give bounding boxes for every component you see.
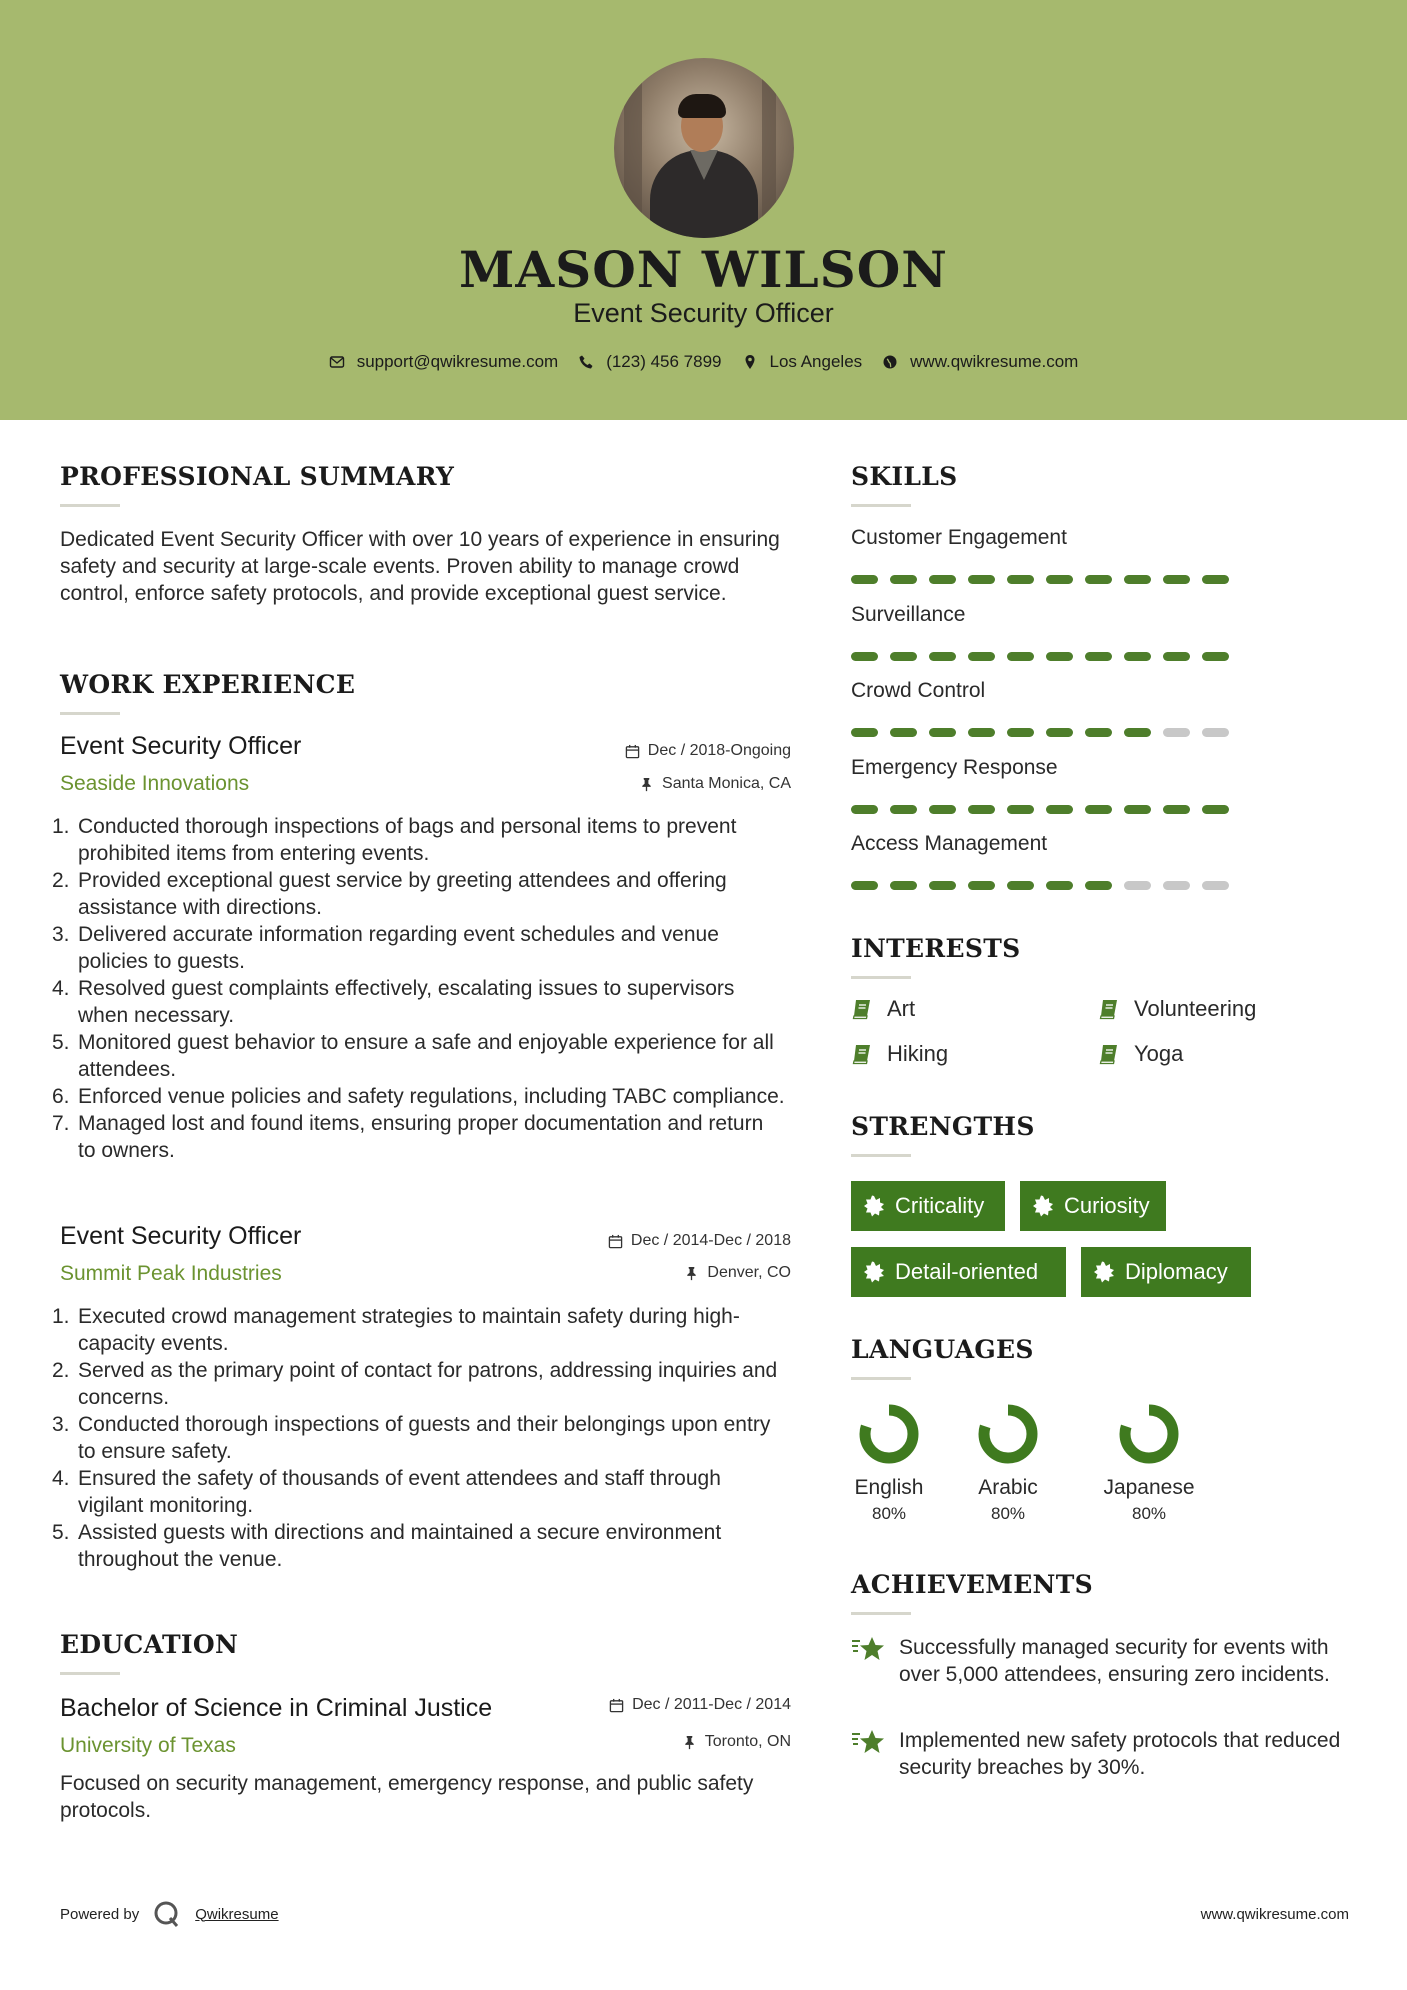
- book-icon: [851, 998, 873, 1020]
- language-percent: 80%: [1131, 1504, 1167, 1523]
- skill-dash-filled: [1046, 805, 1073, 814]
- avatar: [614, 58, 794, 238]
- interest-item: Volunteering: [1098, 996, 1256, 1022]
- education-description: Focused on security management, emergency response, and public safety protocols.: [60, 1772, 754, 1822]
- skill-dash-filled: [1085, 881, 1112, 890]
- strength-badge: Diplomacy: [1081, 1247, 1251, 1297]
- job-duties-list: [52, 1303, 785, 1573]
- job-duties-list: [52, 813, 785, 1164]
- school-name: University of Texas: [60, 1734, 236, 1757]
- skill-dash-filled: [968, 881, 995, 890]
- contact-bar: [0, 352, 1407, 372]
- skill-dash-filled: [1202, 652, 1229, 661]
- starburst-icon: [863, 1195, 885, 1217]
- skill-dash-filled: [929, 728, 956, 737]
- language-percent: 80%: [990, 1504, 1026, 1523]
- language-name: English: [854, 1476, 924, 1499]
- skill-dash-filled: [1202, 575, 1229, 584]
- contact-location: [742, 352, 863, 372]
- skill-dash-filled: [851, 728, 878, 737]
- job-title: Event Security Officer: [60, 732, 302, 760]
- candidate-name: MASON WILSON: [459, 240, 948, 299]
- skill-dash-filled: [1085, 728, 1112, 737]
- contact-phone[interactable]: [578, 352, 721, 372]
- skill-dash-filled: [929, 881, 956, 890]
- skill-dash-filled: [968, 652, 995, 661]
- skill-dash-filled: [1124, 728, 1151, 737]
- interests-underline: [851, 976, 911, 979]
- skills-heading: SKILLS: [851, 462, 958, 491]
- skill-dash-filled: [1085, 805, 1112, 814]
- language-ring-arc: [984, 1410, 1032, 1458]
- job-location: [500, 1264, 791, 1282]
- job-location-text: Santa Monica, CA: [662, 775, 791, 792]
- list-item: 6. Enforced venue policies and safety regulations, including TABC compliance.: [52, 1085, 785, 1108]
- skill-dash-filled: [890, 805, 917, 814]
- phone-text: (123) 456 7899: [606, 352, 722, 371]
- skill-dash-empty: [1163, 881, 1190, 890]
- contact-email[interactable]: [329, 352, 559, 372]
- skill-dash-filled: [1007, 728, 1034, 737]
- interest-item: Hiking: [851, 1041, 948, 1067]
- candidate-title: Event Security Officer: [573, 298, 834, 328]
- summary-text: Dedicated Event Security Officer with over 10 years of experience in ensuring safety and security at large-scale events. Proven ability to manage crowd control, enforce safety protocols, and provide exceptional guest service.: [60, 528, 780, 605]
- footer-website[interactable]: www.qwikresume.com: [1200, 1906, 1349, 1923]
- skill-dash-filled: [1085, 652, 1112, 661]
- skill-dash-empty: [1163, 728, 1190, 737]
- skill-dash-filled: [1007, 575, 1034, 584]
- job-location: [500, 775, 791, 793]
- list-item: 4. Resolved guest complaints effectively, escalating issues to supervisors when necessary.: [52, 977, 735, 1027]
- education-underline: [60, 1672, 120, 1675]
- star-icon: [851, 1634, 885, 1664]
- strength-badge: Curiosity: [1020, 1181, 1166, 1231]
- powered-by-text: Powered by: [60, 1905, 140, 1923]
- skill-dash-filled: [851, 881, 878, 890]
- job-dates-text: Dec / 2014-Dec / 2018: [630, 1232, 791, 1249]
- interest-item: Art: [851, 996, 915, 1022]
- skill-label: Crowd Control: [851, 679, 986, 702]
- interests-heading: INTERESTS: [851, 934, 1021, 963]
- summary-underline: [60, 504, 120, 507]
- language-name: Arabic: [978, 1476, 1038, 1499]
- skill-rating: [851, 652, 1229, 661]
- footer-powered-by: [60, 1900, 279, 1928]
- calendar-icon: [625, 744, 640, 759]
- skill-dash-filled: [890, 652, 917, 661]
- language-ring-arc: [1125, 1410, 1173, 1458]
- starburst-icon: [1093, 1261, 1115, 1283]
- skill-rating: [851, 575, 1229, 584]
- skill-dash-filled: [1007, 805, 1034, 814]
- language-ring-arc: [865, 1410, 913, 1458]
- skill-dash-filled: [929, 652, 956, 661]
- skills-underline: [851, 504, 911, 507]
- skill-label: Customer Engagement: [851, 526, 1067, 549]
- list-item: 1. Conducted thorough inspections of bags and personal items to prevent prohibited items from entering events.: [52, 815, 737, 865]
- language-ring: [978, 1404, 1038, 1464]
- list-item: 3. Conducted thorough inspections of guests and their belongings upon entry to ensure safety.: [52, 1413, 771, 1463]
- job-title: Event Security Officer: [60, 1222, 302, 1250]
- skill-dash-filled: [1046, 575, 1073, 584]
- skill-label: Surveillance: [851, 602, 966, 626]
- list-item: 4. Ensured the safety of thousands of event attendees and staff through vigilant monitoring.: [52, 1467, 721, 1517]
- skill-dash-filled: [890, 881, 917, 890]
- book-icon: [851, 1043, 873, 1065]
- pushpin-icon: [684, 1266, 699, 1281]
- skill-rating: [851, 805, 1229, 814]
- list-item: 3. Delivered accurate information regarding event schedules and venue policies to guests.: [52, 923, 719, 973]
- experience-underline: [60, 712, 120, 715]
- skill-dash-filled: [968, 728, 995, 737]
- skill-dash-filled: [851, 652, 878, 661]
- list-item: 5. Assisted guests with directions and maintained a secure environment throughout the venue.: [52, 1521, 722, 1571]
- calendar-icon: [609, 1698, 624, 1713]
- skill-dash-empty: [1124, 881, 1151, 890]
- book-icon: [1098, 998, 1120, 1020]
- skill-label: Emergency Response: [851, 755, 1058, 779]
- languages-heading: LANGUAGES: [851, 1335, 1034, 1364]
- map-pin-icon: [742, 354, 758, 370]
- job-dates: [500, 742, 791, 760]
- list-item: 2. Served as the primary point of contact for patrons, addressing inquiries and concerns.: [52, 1359, 778, 1409]
- education-location-text: Toronto, ON: [704, 1733, 791, 1750]
- skill-dash-filled: [1202, 805, 1229, 814]
- job-dates-text: Dec / 2018-Ongoing: [647, 742, 791, 759]
- list-item: 7. Managed lost and found items, ensuring proper documentation and return to owners.: [52, 1112, 764, 1162]
- degree-title: Bachelor of Science in Criminal Justice: [60, 1694, 493, 1722]
- education-dates: [500, 1696, 791, 1714]
- skill-dash-filled: [1007, 881, 1034, 890]
- strength-badge: Detail-oriented: [851, 1247, 1066, 1297]
- language-item: [834, 1404, 944, 1524]
- pushpin-icon: [639, 777, 654, 792]
- language-percent: 80%: [871, 1504, 907, 1523]
- skill-dash-filled: [1007, 652, 1034, 661]
- website-text: www.qwikresume.com: [910, 352, 1079, 371]
- job-company: Summit Peak Industries: [60, 1262, 282, 1285]
- starburst-icon: [1032, 1195, 1054, 1217]
- achievements-underline: [851, 1612, 911, 1615]
- strengths-heading: STRENGTHS: [851, 1112, 1035, 1141]
- skill-dash-filled: [1046, 728, 1073, 737]
- language-name: Japanese: [1103, 1476, 1195, 1499]
- job-company: Seaside Innovations: [60, 772, 250, 795]
- star-icon: [851, 1727, 885, 1757]
- contact-website[interactable]: [882, 352, 1078, 372]
- skill-dash-empty: [1202, 881, 1229, 890]
- qwikresume-logo-icon: [153, 1900, 181, 1928]
- skill-label: Access Management: [851, 832, 1048, 855]
- language-item: [1094, 1404, 1204, 1524]
- skill-dash-filled: [1085, 575, 1112, 584]
- email-text: support@qwikresume.com: [356, 352, 559, 371]
- languages-underline: [851, 1377, 911, 1380]
- skill-dash-filled: [890, 575, 917, 584]
- header-banner: [0, 0, 1407, 420]
- job-dates: [500, 1232, 791, 1250]
- skill-dash-filled: [1124, 575, 1151, 584]
- skill-dash-filled: [1124, 652, 1151, 661]
- skill-dash-filled: [1124, 805, 1151, 814]
- skill-dash-filled: [968, 805, 995, 814]
- skill-dash-filled: [1046, 881, 1073, 890]
- pushpin-icon: [682, 1735, 697, 1750]
- globe-icon: [882, 354, 898, 370]
- skill-rating: [851, 881, 1229, 890]
- skill-dash-filled: [1163, 575, 1190, 584]
- interest-item: Yoga: [1098, 1041, 1183, 1067]
- skill-dash-filled: [929, 575, 956, 584]
- calendar-icon: [608, 1234, 623, 1249]
- skill-dash-filled: [851, 805, 878, 814]
- achievements-heading: ACHIEVEMENTS: [851, 1570, 1093, 1599]
- strengths-underline: [851, 1154, 911, 1157]
- starburst-icon: [863, 1261, 885, 1283]
- education-dates-text: Dec / 2011-Dec / 2014: [632, 1696, 791, 1713]
- education-heading: EDUCATION: [60, 1630, 239, 1659]
- list-item: 1. Executed crowd management strategies to maintain safety during high-capacity events.: [52, 1305, 740, 1355]
- experience-heading: WORK EXPERIENCE: [60, 670, 356, 699]
- list-item: 5. Monitored guest behavior to ensure a safe and enjoyable experience for all attendees.: [52, 1031, 774, 1081]
- skill-dash-filled: [929, 805, 956, 814]
- book-icon: [1098, 1043, 1120, 1065]
- skill-dash-filled: [1163, 805, 1190, 814]
- skill-dash-filled: [1046, 652, 1073, 661]
- skill-dash-filled: [1163, 652, 1190, 661]
- job-location-text: Denver, CO: [707, 1264, 791, 1281]
- summary-heading: PROFESSIONAL SUMMARY: [60, 462, 455, 491]
- skill-dash-filled: [968, 575, 995, 584]
- skill-dash-empty: [1202, 728, 1229, 737]
- language-ring: [859, 1404, 919, 1464]
- envelope-icon: [329, 354, 345, 370]
- achievement-item: Successfully managed security for events with over 5,000 attendees, ensuring zero incidents.: [851, 1634, 1341, 1688]
- skill-rating: [851, 728, 1229, 737]
- location-text: Los Angeles: [769, 352, 863, 371]
- language-ring: [1119, 1404, 1179, 1464]
- skill-dash-filled: [890, 728, 917, 737]
- education-location: [500, 1733, 791, 1751]
- achievement-item: Implemented new safety protocols that reduced security breaches by 30%.: [851, 1727, 1341, 1781]
- phone-icon: [578, 354, 594, 370]
- skill-dash-filled: [851, 575, 878, 584]
- list-item: 2. Provided exceptional guest service by greeting attendees and offering assistance with directions.: [52, 869, 727, 919]
- language-item: [953, 1404, 1063, 1524]
- qwikresume-link[interactable]: Qwikresume: [195, 1905, 279, 1923]
- strength-badge: Criticality: [851, 1181, 1005, 1231]
